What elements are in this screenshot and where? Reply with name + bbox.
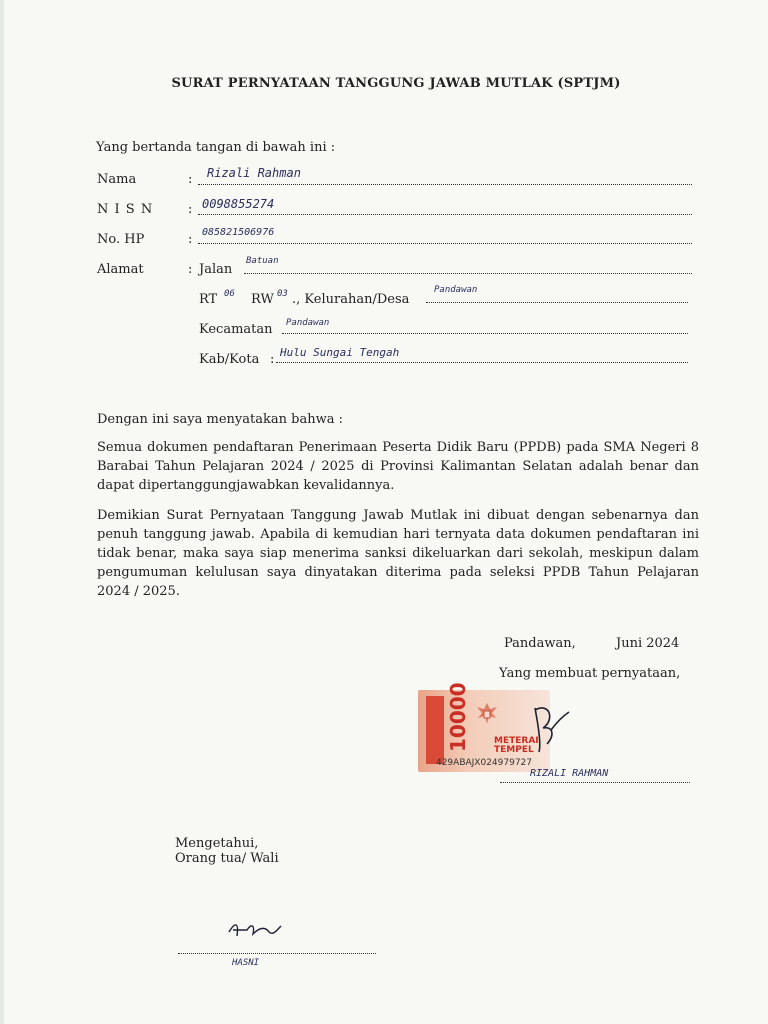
- alamat-label: Alamat: [97, 262, 144, 277]
- stamp-serial: 429ABAJX024979727: [435, 758, 533, 768]
- nisn-colon: :: [188, 202, 193, 217]
- signer-dotted-line: [500, 782, 690, 783]
- hp-label: No. HP: [97, 232, 145, 247]
- alamat-colon: :: [188, 262, 193, 277]
- nisn-value: 0098855274: [202, 197, 275, 211]
- nama-label: Nama: [97, 172, 137, 187]
- kecamatan-value: Pandawan: [286, 318, 330, 328]
- stamp-denomination: 10000: [446, 682, 470, 752]
- jalan-label: Jalan: [199, 262, 233, 277]
- rw-label: RW: [251, 292, 274, 307]
- signer-name: RIZALI RAHMAN: [530, 768, 609, 779]
- statement-intro: Dengan ini saya menyatakan bahwa :: [97, 412, 343, 427]
- kecamatan-label: Kecamatan: [199, 322, 273, 337]
- kelurahan-label: ., Kelurahan/Desa: [292, 292, 410, 307]
- hp-colon: :: [188, 232, 193, 247]
- guardian-role: Orang tua/ Wali: [175, 851, 279, 866]
- nama-colon: :: [188, 172, 193, 187]
- rw-value: 03: [277, 289, 288, 299]
- nama-dotted-line: [198, 184, 692, 185]
- place: Pandawan,: [504, 636, 576, 651]
- kabkota-label: Kab/Kota: [199, 352, 260, 367]
- stamp-band: [426, 696, 444, 764]
- kecamatan-dotted-line: [282, 333, 688, 334]
- jalan-value: Batuan: [246, 256, 279, 266]
- hp-dotted-line: [198, 243, 692, 244]
- nisn-dotted-line: [198, 214, 692, 215]
- nama-value: Rizali Rahman: [207, 166, 301, 180]
- month-year: Juni 2024: [616, 636, 680, 651]
- document-title: SURAT PERNYATAAN TANGGUNG JAWAB MUTLAK (SPTJM): [171, 76, 621, 91]
- rt-label: RT: [199, 292, 218, 307]
- intro-text: Yang bertanda tangan di bawah ini :: [96, 140, 336, 155]
- guardian-dotted-line: [178, 953, 376, 954]
- paragraph-2: Demikian Surat Pernyataan Tanggung Jawab Mutlak ini dibuat dengan sebenarnya dan penuh tanggung jawab. Apabila di kemudian hari ternyata data dokumen pendaftaran ini tidak benar, maka saya siap menerima sanksi dikeluarkan dari sekolah, meskipun dalam pengumuman kelulusan saya dinyatakan diterima pada seleksi PPDB Tahun Pelajaran 2024 / 2025.: [97, 508, 699, 599]
- rt-value: 06: [224, 289, 235, 299]
- stamp-label-line2: TEMPEL: [494, 745, 534, 755]
- guardian-mengetahui: Mengetahui,: [175, 836, 259, 851]
- stamp-label-line1: METERAI: [494, 736, 539, 746]
- kelurahan-value: Pandawan: [434, 285, 478, 295]
- guardian-signature-icon: [225, 918, 285, 942]
- hp-value: 085821506976: [202, 227, 275, 238]
- kabkota-value: Hulu Sungai Tengah: [280, 346, 400, 359]
- kabkota-colon: :: [270, 352, 275, 367]
- garuda-emblem-icon: [474, 700, 500, 732]
- guardian-name: HASNI: [232, 958, 260, 968]
- kabkota-dotted-line: [276, 362, 688, 363]
- jalan-dotted-line: [244, 273, 692, 274]
- nisn-label: N I S N: [97, 202, 154, 217]
- maker-label: Yang membuat pernyataan,: [499, 666, 681, 681]
- paragraph-1: Semua dokumen pendaftaran Penerimaan Peserta Didik Baru (PPDB) pada SMA Negeri 8 Barabai Tahun Pelajaran 2024 / 2025 di Provinsi Kalimantan Selatan adalah benar dan dapat dipertanggungjawabkan kevalidannya.: [97, 440, 699, 493]
- kelurahan-dotted-line: [426, 302, 688, 303]
- signer-signature-icon: [525, 700, 575, 760]
